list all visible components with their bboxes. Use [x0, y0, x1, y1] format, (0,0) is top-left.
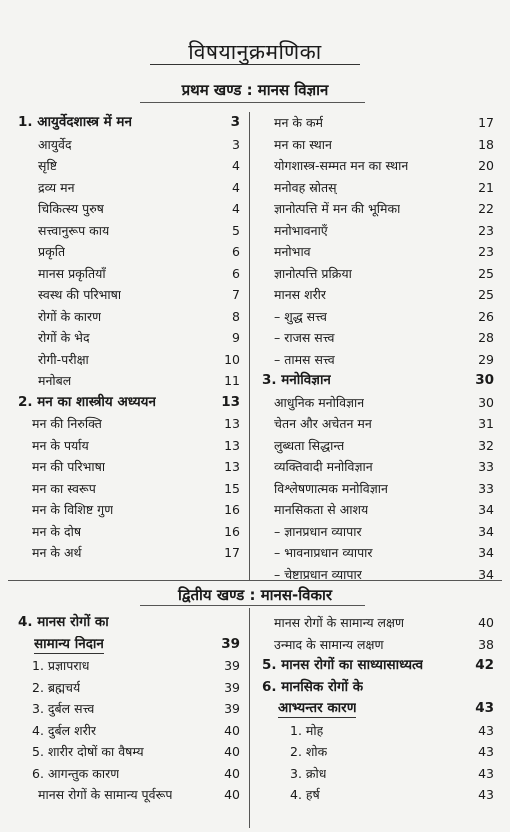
- toc-entry: [262, 456, 494, 478]
- toc-entry-title: 3. मनोविज्ञान: [262, 372, 331, 388]
- toc-entry: [18, 327, 240, 349]
- toc-entry-title: – शुद्ध सत्त्व: [274, 308, 327, 324]
- toc-entry-page: 13: [224, 459, 240, 474]
- part1-left-column: [18, 112, 240, 564]
- toc-entry-title: 3. दुर्बल सत्त्व: [32, 701, 95, 716]
- toc-entry-title: मनोवह स्रोतस्: [274, 179, 337, 195]
- toc-entry: [18, 784, 240, 806]
- toc-entry-page: 8: [232, 308, 240, 324]
- toc-entry-title: विश्लेषणात्मक मनोविज्ञान: [274, 480, 388, 496]
- toc-entry-page: 20: [478, 158, 494, 173]
- column-divider-2: [249, 608, 250, 828]
- toc-entry: [18, 220, 240, 242]
- toc-entry-title: 1. प्रज्ञापराध: [32, 658, 90, 673]
- toc-entry-title: – ज्ञानप्रधान व्यापार: [274, 523, 362, 539]
- toc-entry: [18, 720, 240, 742]
- toc-entry-page: 6: [232, 265, 240, 281]
- toc-entry-page: 39: [224, 658, 240, 673]
- toc-entry: [18, 392, 240, 414]
- toc-entry-title: मन का स्वरूप: [32, 480, 96, 496]
- toc-entry-title: सत्त्वानुरूप काय: [38, 222, 110, 238]
- toc-entry: [262, 177, 494, 199]
- toc-entry-page: 4: [232, 201, 240, 216]
- part2-left-column: [18, 612, 240, 806]
- toc-entry: [18, 456, 240, 478]
- toc-entry-page: 11: [224, 373, 240, 388]
- toc-entry: [262, 763, 494, 785]
- toc-entry-page: 25: [478, 287, 494, 302]
- toc-entry-page: 40: [478, 615, 494, 630]
- toc-entry: [18, 521, 240, 543]
- toc-entry-title: ज्ञानोत्पत्ति में मन की भूमिका: [274, 201, 401, 216]
- toc-entry-page: 13: [224, 416, 240, 431]
- toc-entry: [18, 612, 240, 634]
- toc-entry-title: मन के विशिष्ट गुण: [32, 502, 114, 517]
- toc-entry-page: 32: [478, 437, 494, 453]
- toc-entry-page: 34: [478, 523, 494, 539]
- toc-entry: [262, 634, 494, 656]
- toc-entry: [18, 155, 240, 177]
- toc-entry-title: मानस प्रकृतियाँ: [38, 265, 106, 281]
- toc-entry: [262, 698, 494, 720]
- part2-heading-rule: [140, 605, 365, 606]
- toc-entry-page: 39: [224, 679, 240, 695]
- toc-entry-title: – राजस सत्त्व: [274, 330, 335, 345]
- toc-entry-page: 23: [478, 244, 494, 259]
- toc-entry-page: 34: [478, 502, 494, 517]
- toc-entry-title: मानसिकता से आशय: [274, 502, 369, 517]
- toc-entry: [262, 370, 494, 392]
- part2-heading-text: द्वितीय खण्ड : मानस-विकार: [177, 586, 333, 604]
- column-divider-1: [249, 112, 250, 580]
- toc-entry-page: 16: [224, 502, 240, 517]
- toc-entry: [262, 349, 494, 371]
- toc-entry: [262, 499, 494, 521]
- toc-entry-title: 4. मानस रोगों का: [18, 614, 109, 630]
- toc-entry-page: 29: [478, 351, 494, 367]
- toc-entry-page: 39: [224, 701, 240, 716]
- toc-entry-page: 4: [232, 179, 240, 195]
- part2-heading: [0, 585, 510, 605]
- toc-entry-title: मन के पर्याय: [32, 437, 89, 453]
- toc-entry: [18, 263, 240, 285]
- toc-entry: [262, 655, 494, 677]
- toc-entry-page: 4: [232, 158, 240, 173]
- toc-entry: [18, 741, 240, 763]
- part1-right-column: [262, 112, 494, 585]
- toc-entry-title: मनोभाव: [274, 244, 311, 259]
- toc-entry: [18, 198, 240, 220]
- toc-entry-page: 9: [232, 330, 240, 345]
- toc-entry: [262, 413, 494, 435]
- toc-entry-page: 23: [478, 222, 494, 238]
- toc-entry-title: स्वस्थ की परिभाषा: [38, 287, 122, 302]
- toc-entry: [262, 521, 494, 543]
- toc-entry-title: रोगी-परीक्षा: [38, 351, 89, 367]
- toc-entry-page: 22: [478, 201, 494, 216]
- toc-entry-title: व्यक्तिवादी मनोविज्ञान: [274, 459, 373, 474]
- toc-entry-page: 43: [478, 744, 494, 759]
- toc-entry: [18, 177, 240, 199]
- toc-entry-title: मानस शरीर: [274, 287, 327, 302]
- toc-entry: [262, 220, 494, 242]
- toc-entry: [262, 435, 494, 457]
- toc-entry-title: मन की निरुक्ति: [32, 416, 102, 431]
- toc-entry: [262, 241, 494, 263]
- toc-entry-page: 16: [224, 523, 240, 539]
- toc-entry-title: प्रकृति: [38, 244, 66, 259]
- toc-entry-page: 43: [478, 722, 494, 738]
- toc-entry-title: द्रव्य मन: [38, 179, 75, 195]
- toc-entry: [18, 284, 240, 306]
- toc-entry-page: 3: [230, 114, 240, 130]
- toc-entry: [262, 677, 494, 699]
- toc-entry-page: 42: [475, 657, 494, 673]
- toc-entry-page: 40: [224, 722, 240, 738]
- toc-entry-title: रोगों के भेद: [38, 330, 90, 345]
- toc-entry: [18, 241, 240, 263]
- toc-entry-page: 15: [224, 480, 240, 496]
- toc-entry-page: 17: [224, 545, 240, 560]
- toc-entry: [262, 306, 494, 328]
- toc-entry: [18, 763, 240, 785]
- toc-entry: [262, 542, 494, 564]
- toc-entry: [18, 134, 240, 156]
- toc-entry: [18, 655, 240, 677]
- toc-entry: [262, 327, 494, 349]
- toc-entry-title: मन के दोष: [32, 523, 82, 539]
- toc-entry-title: 5. मानस रोगों का साध्यासाध्यत्व: [262, 657, 424, 673]
- toc-entry-title: – तामस सत्त्व: [274, 351, 335, 367]
- toc-entry-title: उन्माद के सामान्य लक्षण: [274, 636, 384, 652]
- toc-entry-title: चिकित्स्य पुरुष: [38, 201, 104, 216]
- toc-entry-title: आभ्यन्तर कारण: [278, 700, 357, 716]
- toc-entry: [18, 349, 240, 371]
- toc-entry: [262, 392, 494, 414]
- toc-entry: [262, 198, 494, 220]
- toc-entry-title: मन के कर्म: [274, 115, 324, 130]
- toc-entry: [18, 413, 240, 435]
- toc-entry-page: 21: [478, 179, 494, 195]
- page-title: विषयानुक्रमणिका: [188, 40, 322, 64]
- part-separator: [8, 580, 502, 581]
- toc-entry-title: 2. मन का शास्त्रीय अध्ययन: [18, 393, 157, 410]
- toc-entry: [262, 612, 494, 634]
- toc-entry-page: 43: [475, 700, 494, 716]
- toc-entry: [262, 784, 494, 806]
- toc-entry-title: 1. आयुर्वेदशास्त्र में मन: [18, 114, 132, 130]
- toc-entry-title: 6. मानसिक रोगों के: [262, 678, 364, 695]
- toc-entry-title: ज्ञानोत्पत्ति प्रक्रिया: [274, 265, 352, 281]
- toc-entry-title: चेतन और अचेतन मन: [274, 416, 372, 431]
- toc-entry-title: 6. आगन्तुक कारण: [32, 765, 120, 781]
- toc-entry-page: 26: [478, 308, 494, 324]
- toc-entry-page: 5: [232, 222, 240, 238]
- toc-entry-page: 25: [478, 265, 494, 281]
- title-underline: [150, 64, 360, 65]
- toc-entry-page: 30: [475, 372, 494, 388]
- toc-entry-title: 3. क्रोध: [290, 765, 327, 781]
- toc-entry-page: 30: [478, 394, 494, 410]
- toc-entry-title: योगशास्त्र-सम्मत मन का स्थान: [274, 158, 409, 173]
- toc-entry: [262, 284, 494, 306]
- toc-entry: [18, 306, 240, 328]
- toc-entry: [18, 542, 240, 564]
- toc-entry-page: 40: [224, 744, 240, 759]
- toc-entry: [262, 263, 494, 285]
- toc-entry: [18, 499, 240, 521]
- toc-entry-title: आयुर्वेद: [38, 136, 72, 152]
- toc-entry-title: 4. हर्ष: [290, 787, 320, 802]
- toc-entry-title: मन की परिभाषा: [32, 459, 106, 474]
- toc-entry-title: 2. ब्रह्मचर्य: [32, 679, 81, 695]
- toc-entry-title: 5. शारीर दोषों का वैषम्य: [32, 744, 144, 759]
- toc-entry-title: सृष्टि: [38, 158, 57, 173]
- part2-right-column: [262, 612, 494, 806]
- toc-entry-page: 28: [478, 330, 494, 345]
- toc-entry-page: 7: [232, 287, 240, 302]
- toc-entry: [18, 698, 240, 720]
- toc-entry-title: लुब्धता सिद्धान्त: [274, 437, 345, 453]
- toc-entry-title: मानस रोगों के सामान्य लक्षण: [274, 615, 405, 630]
- toc-entry-title: मनोभावनाएँ: [274, 222, 328, 238]
- toc-entry-title: सामान्य निदान: [34, 635, 104, 652]
- toc-entry: [262, 564, 494, 586]
- toc-entry: [262, 155, 494, 177]
- toc-entry-title: मनोबल: [38, 373, 72, 388]
- toc-entry: [18, 112, 240, 134]
- part1-heading-rule: [140, 102, 365, 103]
- part1-heading-text: प्रथम खण्ड : मानस विज्ञान: [181, 81, 329, 99]
- part1-heading: [0, 80, 510, 100]
- toc-entry-page: 43: [478, 787, 494, 802]
- toc-entry-page: 34: [478, 545, 494, 560]
- toc-entry-title: मन का स्थान: [274, 136, 332, 152]
- toc-entry: [18, 634, 240, 656]
- toc-entry: [18, 478, 240, 500]
- toc-entry-title: 1. मोह: [290, 722, 324, 738]
- toc-entry: [262, 112, 494, 134]
- toc-entry-page: 17: [478, 115, 494, 130]
- toc-entry: [262, 134, 494, 156]
- toc-entry-page: 43: [478, 765, 494, 781]
- toc-entry-title: रोगों के कारण: [38, 308, 102, 324]
- toc-entry-title: 4. दुर्बल शरीर: [32, 722, 97, 738]
- toc-entry-page: 13: [224, 437, 240, 453]
- toc-entry-page: 39: [221, 635, 240, 652]
- toc-entry-page: 40: [224, 787, 240, 802]
- toc-entry-title: – चेष्टाप्रधान व्यापार: [274, 566, 362, 582]
- toc-entry: [18, 435, 240, 457]
- toc-entry-title: – भावनाप्रधान व्यापार: [274, 545, 373, 560]
- toc-entry-page: 33: [478, 480, 494, 496]
- toc-entry: [262, 741, 494, 763]
- toc-entry-page: 34: [478, 566, 494, 582]
- toc-entry: [18, 370, 240, 392]
- toc-entry-page: 31: [478, 416, 494, 431]
- toc-entry-title: आधुनिक मनोविज्ञान: [274, 394, 365, 410]
- toc-entry-page: 13: [221, 393, 240, 410]
- toc-entry: [262, 720, 494, 742]
- toc-entry-title: मानस रोगों के सामान्य पूर्वरूप: [38, 787, 173, 802]
- toc-entry-page: 33: [478, 459, 494, 474]
- toc-entry-page: 10: [224, 351, 240, 367]
- toc-entry-page: 38: [478, 636, 494, 652]
- toc-entry-title: 2. शोक: [290, 744, 328, 759]
- toc-entry: [18, 677, 240, 699]
- toc-entry-page: 3: [232, 136, 240, 152]
- toc-entry-page: 40: [224, 765, 240, 781]
- toc-entry: [262, 478, 494, 500]
- toc-entry-page: 6: [232, 244, 240, 259]
- toc-entry-title: मन के अर्थ: [32, 545, 82, 560]
- toc-entry-page: 18: [478, 136, 494, 152]
